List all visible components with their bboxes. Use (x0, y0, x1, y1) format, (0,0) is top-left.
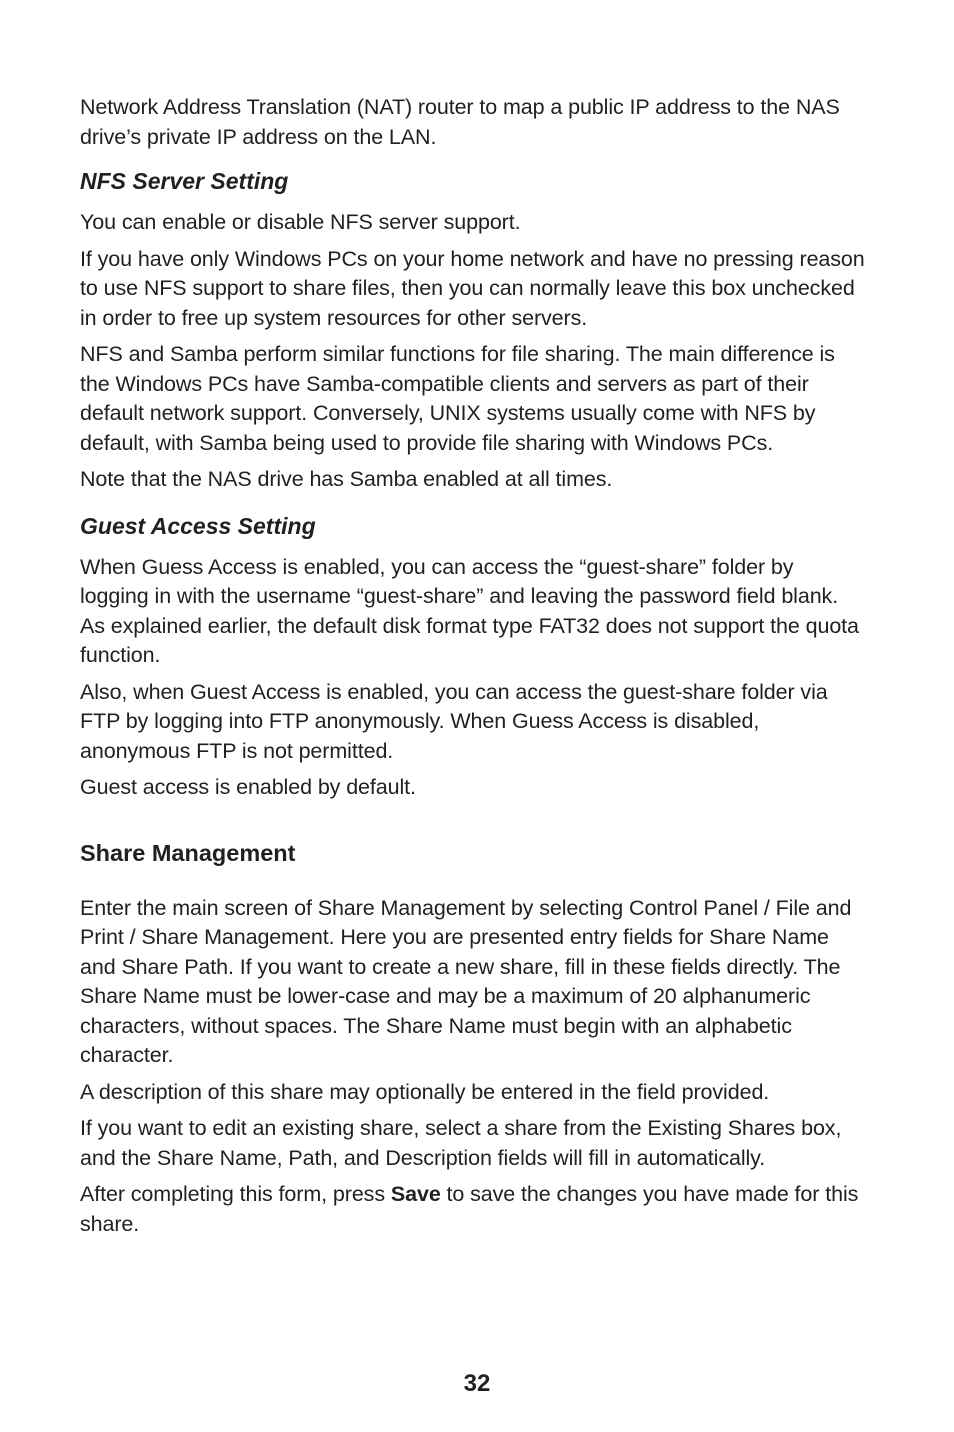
nfs-heading: NFS Server Setting (80, 168, 289, 194)
save-text-after: to save the changes you have made for this share. (80, 1182, 859, 1236)
guest-paragraph-2: Also, when Guest Access is enabled, you can access the guest-share folder via FTP by logging into FTP anonymously. When Guess Access is disabled, anonymous FTP is not permitted. (80, 679, 828, 763)
save-emphasis: Save (390, 1182, 441, 1206)
share-paragraph-2: A description of this share may optionally be entered in the field provided. (80, 1079, 770, 1104)
document-body (80, 93, 866, 1246)
nfs-paragraph-4: Note that the NAS drive has Samba enabled at all times. (80, 467, 613, 491)
guest-heading: Guest Access Setting (80, 512, 316, 539)
nfs-paragraph-3: NFS and Samba perform similar functions for file sharing. The main difference is the Windows PCs have Samba-compatible clients and servers as part of their default network support. Conversely, UNIX systems usually come with NFS by default, with Samba being used to provide file sharing with Windows PCs. (80, 342, 835, 455)
share-paragraph-1: Enter the main screen of Share Management by selecting Control Panel / File and Print / Share Management. Here you are presented entry fields for Share Name and Share Path. If you want to create a new share, fill in these fields directly. The Share Name must be lower-case and may be a maximum of 20 alphanumeric characters, without spaces. The Share Name must begin with an alphabetic character. (80, 895, 852, 1067)
guest-paragraph-1: When Guess Access is enabled, you can access the “guest-share” folder by logging in with the username “guest-share” and leaving the password field blank. As explained earlier, the default disk format type FAT32 does not support the quota function. (80, 554, 859, 667)
share-paragraph-4 (80, 1180, 866, 1239)
nfs-paragraph-2: If you have only Windows PCs on your home network and have no pressing reason to use NFS support to share files, then you can normally leave this box unchecked in order to free up system resources for other servers. (80, 246, 865, 330)
share-paragraph-3: If you want to edit an existing share, select a share from the Existing Shares box, and the Share Name, Path, and Description fields will fill in automatically. (80, 1116, 842, 1170)
intro-paragraph: Network Address Translation (NAT) router to map a public IP address to the NAS drive’s private IP address on the LAN. (80, 95, 840, 149)
guest-paragraph-3: Guest access is enabled by default. (80, 775, 416, 799)
share-heading: Share Management (80, 839, 296, 866)
page-number: 32 (463, 1370, 491, 1397)
nfs-paragraph-1: You can enable or disable NFS server support. (80, 210, 521, 234)
save-text-before: After completing this form, press (80, 1182, 391, 1206)
